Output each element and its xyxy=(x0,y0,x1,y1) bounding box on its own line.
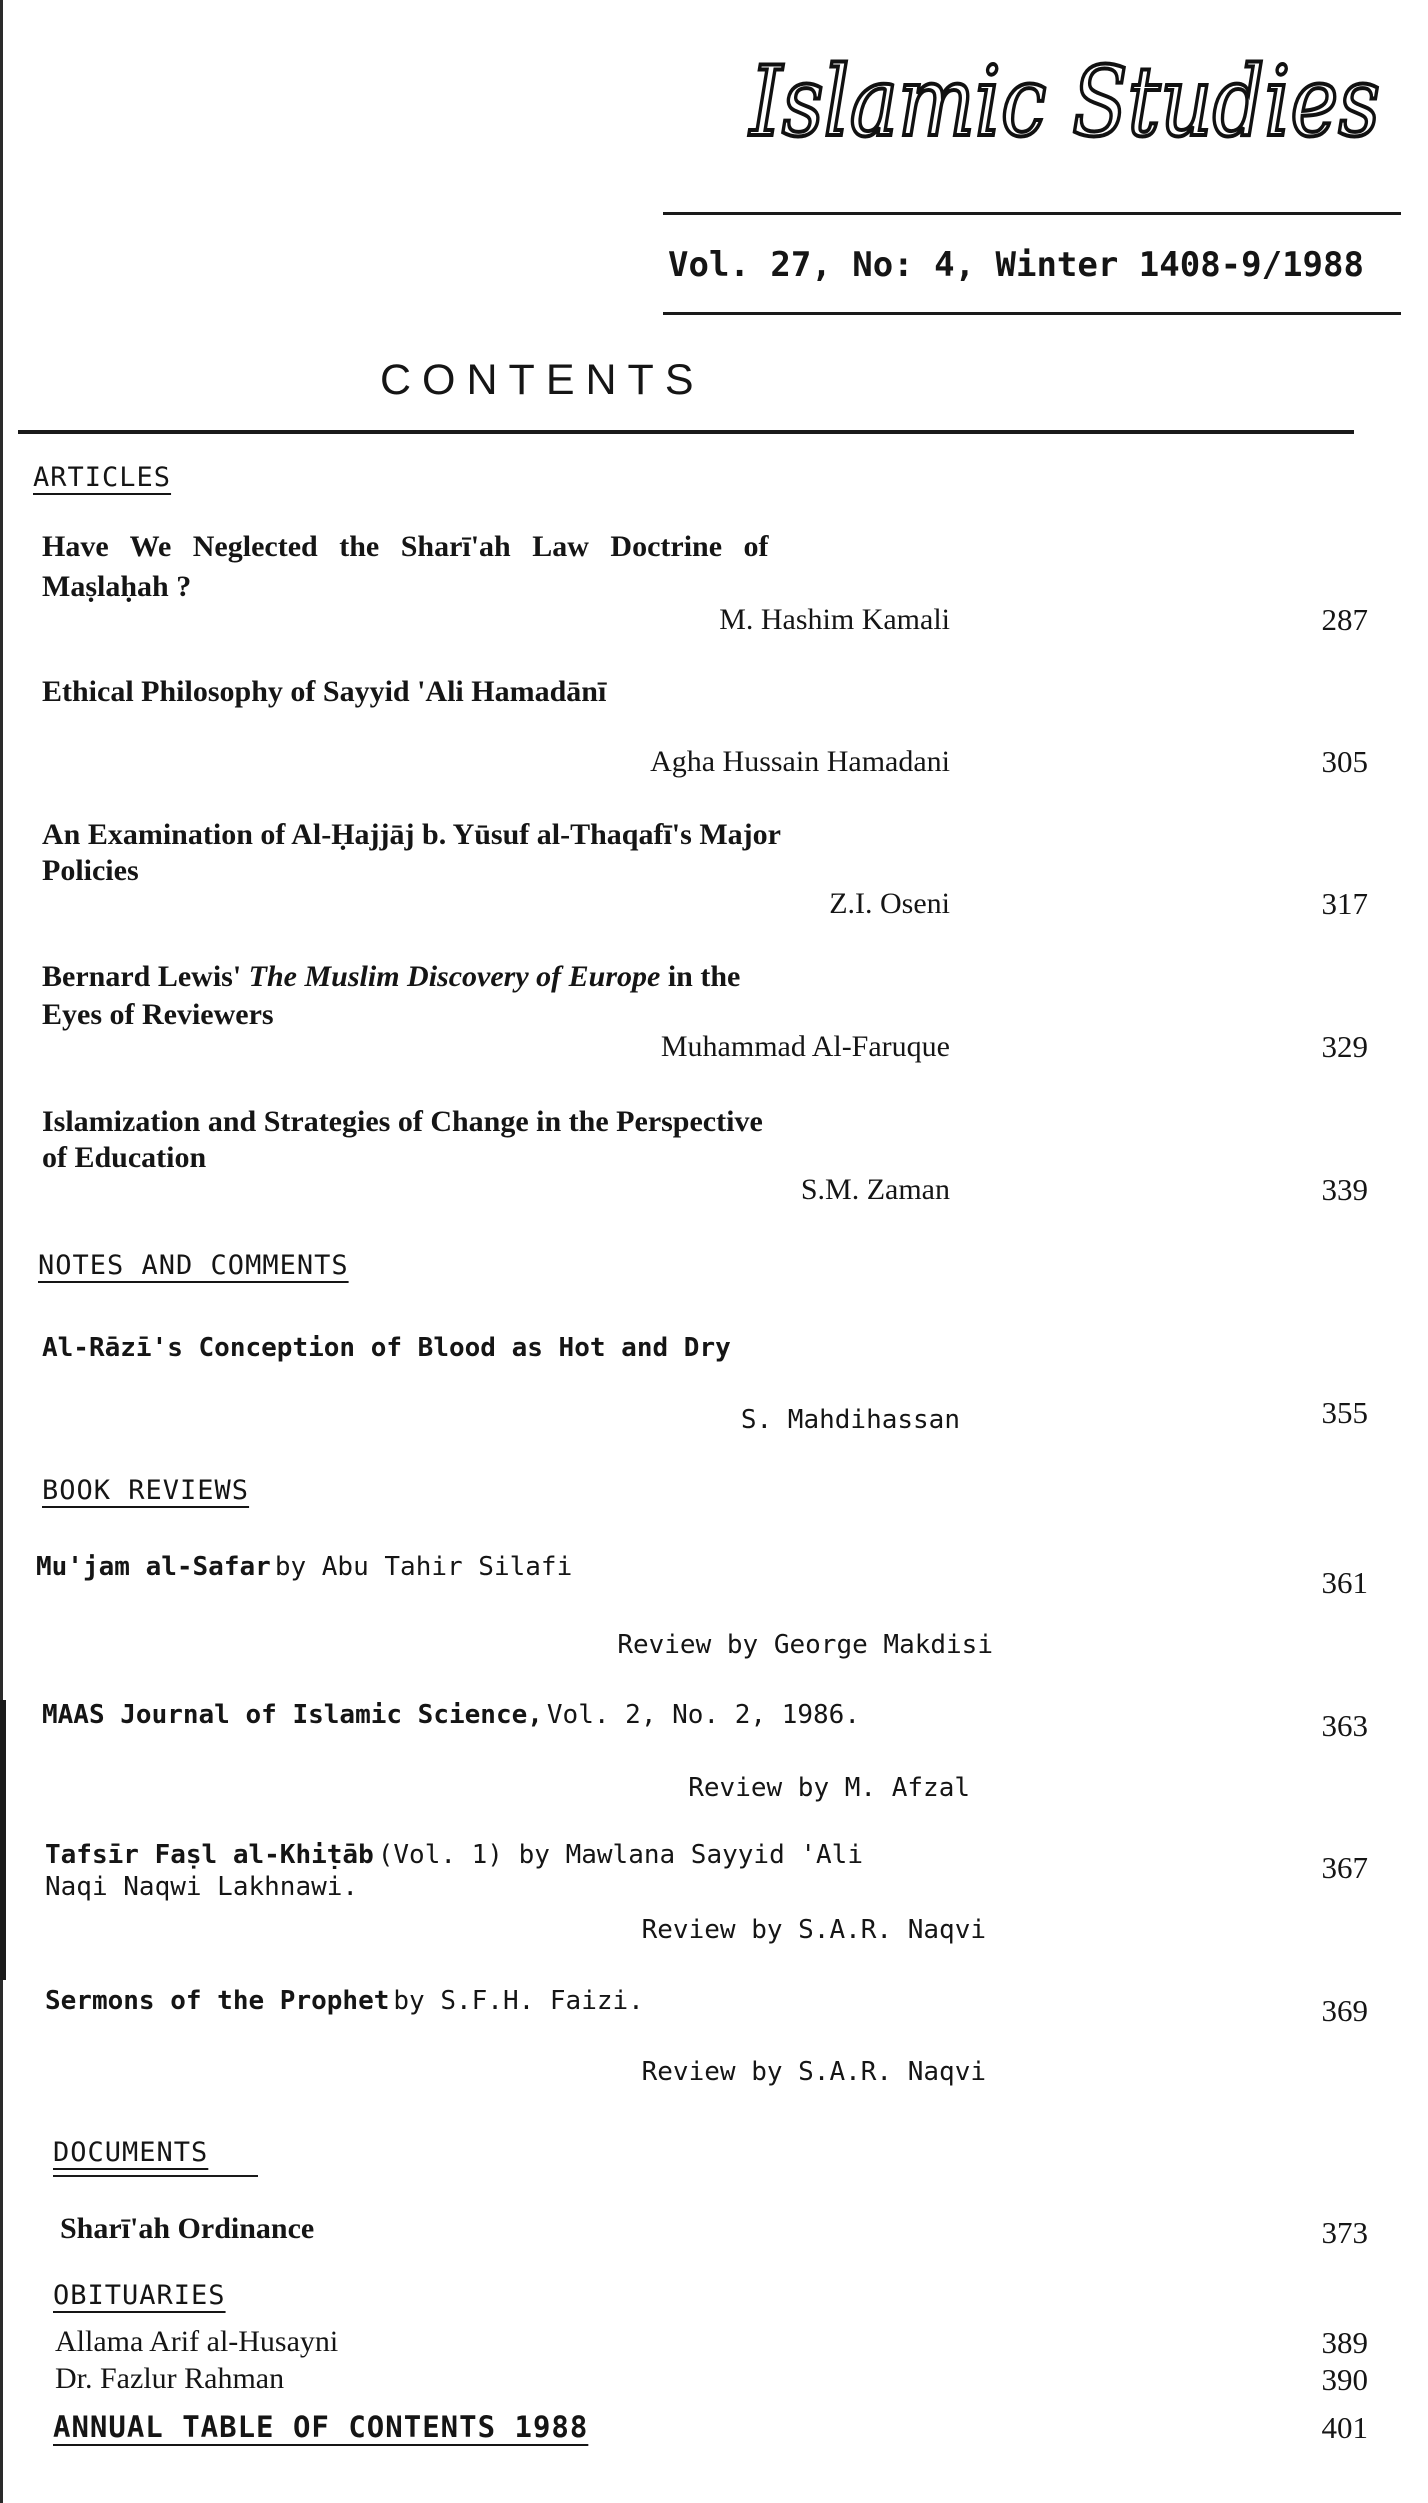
page-left-edge-mark xyxy=(0,1700,6,1980)
article-title: Islamization and Strategies of Change in the Perspective xyxy=(42,1105,763,1138)
article-title-cont: Eyes of Reviewers xyxy=(42,998,274,1031)
article-title: Ethical Philosophy of Sayyid 'Ali Hamadānī xyxy=(42,675,607,708)
review-title: MAAS Journal of Islamic Science, Vol. 2, No. 2, 1986. xyxy=(42,1700,860,1730)
contents-heading: CONTENTS xyxy=(380,356,705,404)
article-page: 317 xyxy=(1321,886,1368,921)
section-documents: DOCUMENTS xyxy=(53,2137,209,2168)
note-title: Al-Rāzī's Conception of Blood as Hot and Dry xyxy=(42,1333,731,1363)
book-title-italic: The Muslim Discovery of Europe xyxy=(248,960,661,993)
note-page: 355 xyxy=(1321,1395,1368,1430)
document-page: 373 xyxy=(1321,2215,1368,2250)
masthead-rule-bottom xyxy=(663,312,1401,315)
obituary-name: Dr. Fazlur Rahman xyxy=(55,2362,285,2395)
documents-underline-extension xyxy=(53,2175,258,2177)
contents-rule xyxy=(18,430,1354,434)
article-title: An Examination of Al-Ḥajjāj b. Yūsuf al-Thaqafī's Major xyxy=(42,818,781,851)
article-author: S.M. Zaman xyxy=(800,1173,950,1206)
note-author: S. Mahdihassan xyxy=(740,1405,960,1435)
annual-table-page: 401 xyxy=(1321,2410,1368,2445)
article-author: Agha Hussain Hamadani xyxy=(650,745,950,778)
page-left-edge xyxy=(0,0,3,2503)
article-title-cont: Policies xyxy=(42,854,139,887)
review-title: Tafsīr Faṣl al-Khiṭāb (Vol. 1) by Mawlana Sayyid 'Ali xyxy=(45,1840,863,1870)
masthead-rule-top xyxy=(663,212,1401,215)
review-page: 363 xyxy=(1321,1708,1368,1743)
article-author: Z.I. Oseni xyxy=(829,887,950,920)
review-page: 369 xyxy=(1321,1993,1368,2028)
review-title: Mu'jam al-Safar by Abu Tahir Silafi xyxy=(36,1552,573,1582)
section-articles: ARTICLES xyxy=(33,462,172,493)
review-book-title: Sermons of the Prophet xyxy=(45,1986,390,2016)
svg-text:Islamic Studies: Islamic Studies xyxy=(748,46,1380,158)
document-title: Sharī'ah Ordinance xyxy=(60,2212,315,2245)
article-author: M. Hashim Kamali xyxy=(719,603,950,636)
review-title: Sermons of the Prophet by S.F.H. Faizi. xyxy=(45,1986,644,2016)
article-title-cont: Maṣlaḥah ? xyxy=(42,570,192,603)
obituary-page: 390 xyxy=(1321,2362,1368,2397)
article-page: 287 xyxy=(1321,602,1368,637)
article-page: 305 xyxy=(1321,744,1368,779)
article-title: Bernard Lewis' The Muslim Discovery of Europe in the xyxy=(42,960,741,993)
section-reviews: BOOK REVIEWS xyxy=(42,1475,250,1506)
issue-line: Vol. 27, No: 4, Winter 1408-9/1988 xyxy=(668,245,1364,285)
obituary-name: Allama Arif al-Husayni xyxy=(55,2325,339,2358)
obituary-page: 389 xyxy=(1321,2325,1368,2360)
article-page: 339 xyxy=(1321,1172,1368,1207)
article-title-cont: of Education xyxy=(42,1141,207,1174)
section-obituaries: OBITUARIES xyxy=(53,2280,226,2311)
reviewer: Review by M. Afzal xyxy=(688,1773,970,1803)
article-title: Have We Neglected the Sharī'ah Law Doctrine of xyxy=(42,530,769,563)
review-title-cont: Naqi Naqwi Lakhnawi. xyxy=(45,1872,359,1902)
review-page: 367 xyxy=(1321,1850,1368,1885)
section-annual-table: ANNUAL TABLE OF CONTENTS 1988 xyxy=(53,2410,589,2444)
reviewer: Review by S.A.R. Naqvi xyxy=(641,2057,986,2087)
review-book-title: Mu'jam al-Safar xyxy=(36,1552,271,1582)
review-page: 361 xyxy=(1321,1565,1368,1600)
reviewer: Review by George Makdisi xyxy=(617,1630,993,1660)
article-author: Muhammad Al-Faruque xyxy=(660,1030,950,1063)
section-notes: NOTES AND COMMENTS xyxy=(38,1250,349,1281)
review-book-title: MAAS Journal of Islamic Science, xyxy=(42,1700,543,1730)
journal-masthead xyxy=(740,20,1400,180)
reviewer: Review by S.A.R. Naqvi xyxy=(641,1915,986,1945)
article-page: 329 xyxy=(1321,1029,1368,1064)
review-book-title: Tafsīr Faṣl al-Khiṭāb xyxy=(45,1840,374,1870)
